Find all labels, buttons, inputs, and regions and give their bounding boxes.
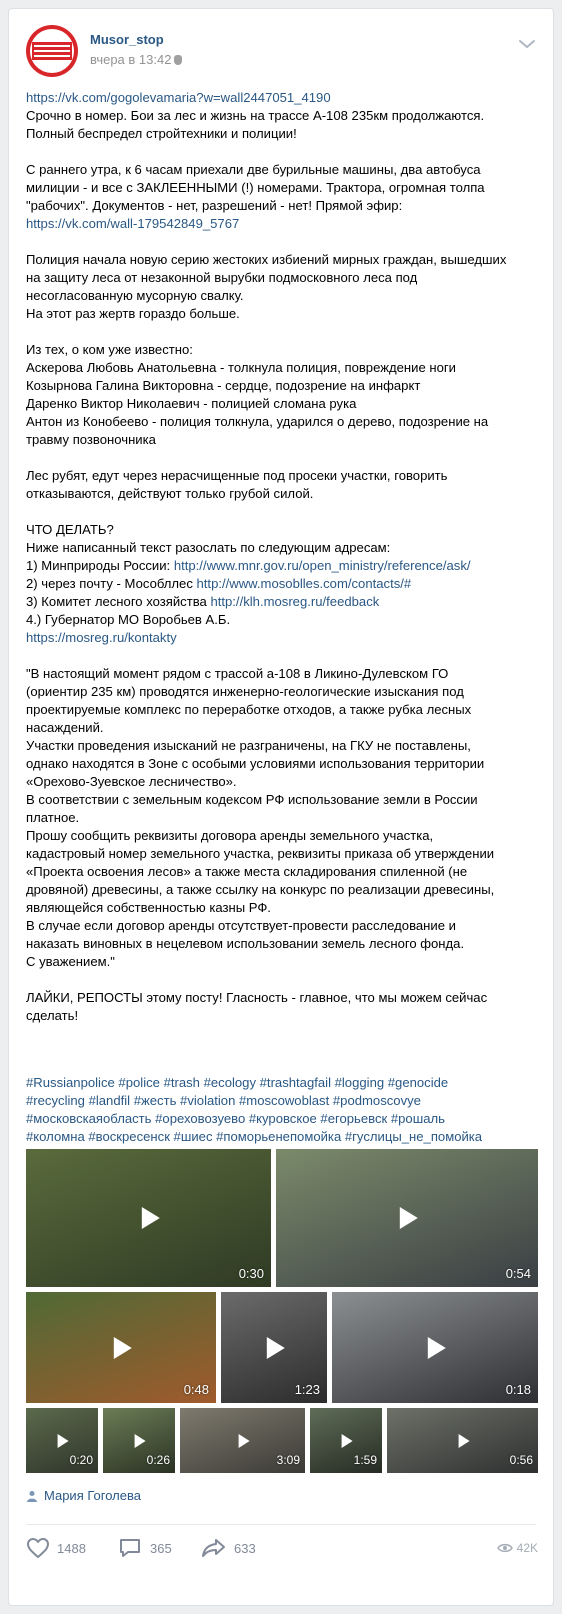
comment-icon xyxy=(118,1537,142,1559)
video-thumbnail[interactable] xyxy=(26,1292,216,1403)
eye-icon xyxy=(497,1543,513,1553)
video-thumbnail[interactable] xyxy=(221,1292,327,1403)
text-segment: В соответствии с земельным кодексом РФ использование земли в России xyxy=(26,792,478,807)
play-icon[interactable] xyxy=(342,1434,353,1448)
video-duration: 1:59 xyxy=(353,1453,377,1467)
text-line xyxy=(26,323,541,341)
text-segment: Прошу сообщить реквизиты договора аренды земельного участка, xyxy=(26,828,434,843)
text-line xyxy=(26,683,541,701)
hashtag-line[interactable]: #Russianpolice #police #trash #ecology #trashtagfail #logging #genocide xyxy=(26,1075,449,1090)
text-line xyxy=(26,611,541,629)
text-line xyxy=(26,107,541,125)
play-icon[interactable] xyxy=(135,1434,146,1448)
video-duration: 0:20 xyxy=(69,1453,93,1467)
text-line xyxy=(26,665,541,683)
text-line xyxy=(26,809,541,827)
text-segment: Участки проведения изысканий не разграничены, на ГКУ не поставлены, xyxy=(26,738,471,753)
text-segment: С уважением." xyxy=(26,954,115,969)
share-count: 633 xyxy=(234,1541,256,1556)
text-segment: Ниже написанный текст разослать по следующим адресам: xyxy=(26,540,391,555)
play-icon[interactable] xyxy=(400,1207,418,1229)
text-line xyxy=(26,773,541,791)
text-link[interactable]: http://www.mosoblles.com/contacts/# xyxy=(196,576,412,591)
text-link[interactable]: http://klh.mosreg.ru/feedback xyxy=(210,594,380,609)
text-line xyxy=(26,197,541,215)
text-segment: Антон из Конобеево - полиция толкнула, ударился о дерево, подозрение на xyxy=(26,414,489,429)
text-line xyxy=(26,593,541,611)
text-line xyxy=(26,413,541,431)
text-segment: 1) Минприроды России: xyxy=(26,558,174,573)
text-segment: травму позвоночника xyxy=(26,432,156,447)
comment-button[interactable] xyxy=(118,1535,188,1563)
text-line xyxy=(26,791,541,809)
post-date[interactable] xyxy=(90,52,182,67)
text-segment: 4.) Губернатор МО Воробьев А.Б. xyxy=(26,612,231,627)
text-segment: Полиция начала новую серию жестоких избиений мирных граждан, вышедших xyxy=(26,252,507,267)
text-line xyxy=(26,647,541,665)
avatar[interactable] xyxy=(26,25,78,77)
video-duration: 0:18 xyxy=(505,1382,531,1397)
text-line xyxy=(26,1007,541,1025)
text-link[interactable]: https://vk.com/gogolevamaria?w=wall2447051_4190 xyxy=(26,90,331,105)
video-duration: 0:54 xyxy=(505,1266,531,1281)
post-signer[interactable] xyxy=(26,1488,141,1503)
text-line xyxy=(26,215,541,233)
text-line xyxy=(26,737,541,755)
divider xyxy=(26,1524,536,1525)
text-line xyxy=(26,935,541,953)
text-line xyxy=(26,125,541,143)
text-line xyxy=(26,305,541,323)
post-card xyxy=(8,8,554,1606)
text-line xyxy=(26,575,541,593)
play-icon[interactable] xyxy=(114,1337,132,1359)
text-segment: являющейся собственностью казны РФ. xyxy=(26,900,271,915)
text-segment: отказываются, действуют только грубой силой. xyxy=(26,486,314,501)
text-segment: В случае если договор аренды отсутствует-провести расследование и xyxy=(26,918,456,933)
text-segment: ЛАЙКИ, РЕПОСТЫ этому посту! Гласность - главное, что мы можем сейчас xyxy=(26,990,488,1005)
play-icon[interactable] xyxy=(458,1434,469,1448)
video-duration: 0:30 xyxy=(238,1266,264,1281)
video-thumbnail[interactable] xyxy=(332,1292,538,1403)
video-thumbnail[interactable] xyxy=(310,1408,382,1473)
text-segment: Срочно в номер. Бои за лес и жизнь на трассе А-108 235км продолжаются. xyxy=(26,108,485,123)
text-segment: платное. xyxy=(26,810,80,825)
text-link[interactable]: https://mosreg.ru/kontakty xyxy=(26,630,177,645)
text-segment: на защиту леса от незаконной вырубки подмосковного леса под xyxy=(26,270,418,285)
text-link[interactable]: https://vk.com/wall-179542849_5767 xyxy=(26,216,240,231)
text-segment: однако находятся в Зоне с особыми условиями использования территории xyxy=(26,756,485,771)
play-icon[interactable] xyxy=(141,1207,159,1229)
text-segment: кадастровый номер земельного участка, реквизиты приказа об утверждении xyxy=(26,846,495,861)
text-link[interactable]: http://www.mnr.gov.ru/open_ministry/reference/ask/ xyxy=(173,558,471,573)
text-line xyxy=(26,953,541,971)
text-segment: С раннего утра, к 6 часам приехали две бурильные машины, два автобуса xyxy=(26,162,481,177)
text-line xyxy=(26,755,541,773)
text-segment: Полный беспредел стройтехники и полиции! xyxy=(26,126,297,141)
text-line xyxy=(26,899,541,917)
text-line xyxy=(26,143,541,161)
video-thumbnail[interactable] xyxy=(26,1149,271,1287)
text-line xyxy=(26,989,541,1007)
text-segment: насаждений. xyxy=(26,720,104,735)
share-button[interactable] xyxy=(201,1535,271,1563)
text-segment: Козырнова Галина Викторовна - сердце, подозрение на инфаркт xyxy=(26,378,421,393)
video-thumbnail[interactable] xyxy=(180,1408,305,1473)
text-line xyxy=(26,269,541,287)
text-line xyxy=(26,395,541,413)
text-segment: «Проекта освоения лесов» а также места складирования спиленной (не xyxy=(26,864,468,879)
hashtag-line[interactable]: #московскаяобласть #ореховозуево #куровское #егорьевск #рошаль xyxy=(26,1111,445,1126)
share-icon xyxy=(201,1537,227,1559)
text-line xyxy=(26,359,541,377)
text-line xyxy=(26,287,541,305)
text-segment: "рабочих". Документов - нет, разрешений - нет! Прямой эфир: xyxy=(26,198,403,213)
text-segment: ЧТО ДЕЛАТЬ? xyxy=(26,522,114,537)
video-thumbnail[interactable] xyxy=(387,1408,538,1473)
text-segment: «Орехово-Зуевское лесничество». xyxy=(26,774,237,789)
like-button[interactable] xyxy=(26,1535,106,1563)
text-line xyxy=(26,845,541,863)
text-line xyxy=(26,917,541,935)
text-segment: На этот раз жертв гораздо больше. xyxy=(26,306,240,321)
signer-name[interactable]: Мария Гоголева xyxy=(44,1488,141,1503)
text-line xyxy=(26,233,541,251)
video-thumbnail[interactable] xyxy=(26,1408,98,1473)
text-line xyxy=(26,521,541,539)
play-icon[interactable] xyxy=(267,1337,285,1359)
text-segment: (ориентир 235 км) проводятся инженерно-геологические изыскания под xyxy=(26,684,464,699)
comment-count: 365 xyxy=(150,1541,172,1556)
video-thumbnail[interactable] xyxy=(276,1149,538,1287)
text-line xyxy=(26,341,541,359)
video-duration: 0:26 xyxy=(146,1453,170,1467)
text-line xyxy=(26,629,541,647)
text-line xyxy=(26,485,541,503)
video-grid xyxy=(26,1149,538,1471)
text-line xyxy=(26,863,541,881)
text-segment: "В настоящий момент рядом с трассой а-108 в Ликино-Дулевском ГО xyxy=(26,666,449,681)
post-date-text[interactable]: вчера в 13:42 xyxy=(90,52,172,67)
text-line xyxy=(26,503,541,521)
video-duration: 0:48 xyxy=(183,1382,209,1397)
hashtag-line[interactable]: #recycling #landfil #жесть #violation #moscowoblast #podmoscovye xyxy=(26,1093,421,1108)
text-segment: Аскерова Любовь Анатольевна - толкнула полиция, повреждение ноги xyxy=(26,360,456,375)
video-duration: 3:09 xyxy=(276,1453,300,1467)
play-icon[interactable] xyxy=(58,1434,69,1448)
hashtag-line[interactable]: #коломна #воскресенск #шиес #поморьенепомойка #гуслицы_не_помойка xyxy=(26,1129,483,1144)
text-line xyxy=(26,377,541,395)
text-segment: несогласованную мусорную свалку. xyxy=(26,288,244,303)
text-line xyxy=(26,161,541,179)
text-segment: милиции - и все с ЗАКЛЕЕННЫМИ (!) номерами. Трактора, огромная толпа xyxy=(26,180,485,195)
text-segment: 2) через почту - Мособллес xyxy=(26,576,197,591)
text-line xyxy=(26,449,541,467)
play-icon[interactable] xyxy=(428,1337,446,1359)
text-segment: дровяной) древесины, а также ссылку на конкурс по реализации древесины, xyxy=(26,882,495,897)
text-line xyxy=(26,251,541,269)
text-line xyxy=(26,701,541,719)
apple-icon xyxy=(174,55,182,65)
view-counter xyxy=(497,1541,538,1555)
text-line xyxy=(26,827,541,845)
text-segment: сделать! xyxy=(26,1008,79,1023)
video-duration: 0:56 xyxy=(509,1453,533,1467)
post-actions xyxy=(26,1532,538,1566)
view-count: 42K xyxy=(516,1541,538,1555)
user-icon xyxy=(26,1490,38,1502)
like-count: 1488 xyxy=(57,1541,86,1556)
hashtags xyxy=(26,1074,541,1146)
chevron-down-icon[interactable] xyxy=(518,37,536,51)
video-duration: 1:23 xyxy=(294,1382,320,1397)
video-thumbnail[interactable] xyxy=(103,1408,175,1473)
text-segment: наказать виновных в нецелевом использовании земель лесного фонда. xyxy=(26,936,465,951)
post-text xyxy=(26,89,541,1025)
text-segment: Даренко Виктор Николаевич - полицией сломана рука xyxy=(26,396,357,411)
text-line xyxy=(26,539,541,557)
text-line xyxy=(26,89,541,107)
play-icon[interactable] xyxy=(238,1434,249,1448)
heart-icon xyxy=(26,1537,50,1559)
text-line xyxy=(26,971,541,989)
text-segment: 3) Комитет лесного хозяйства xyxy=(26,594,211,609)
author-name[interactable]: Musor_stop xyxy=(90,32,164,47)
post-header xyxy=(26,25,536,77)
text-segment: проектируемые комплекс по переработке отходов, а также рубка лесных xyxy=(26,702,472,717)
text-line xyxy=(26,431,541,449)
text-segment: Из тех, о ком уже известно: xyxy=(26,342,193,357)
text-line xyxy=(26,467,541,485)
text-line xyxy=(26,179,541,197)
text-line xyxy=(26,719,541,737)
text-segment: Лес рубят, едут через нерасчищенные под просеки участки, говорить xyxy=(26,468,448,483)
text-line xyxy=(26,881,541,899)
text-line xyxy=(26,557,541,575)
